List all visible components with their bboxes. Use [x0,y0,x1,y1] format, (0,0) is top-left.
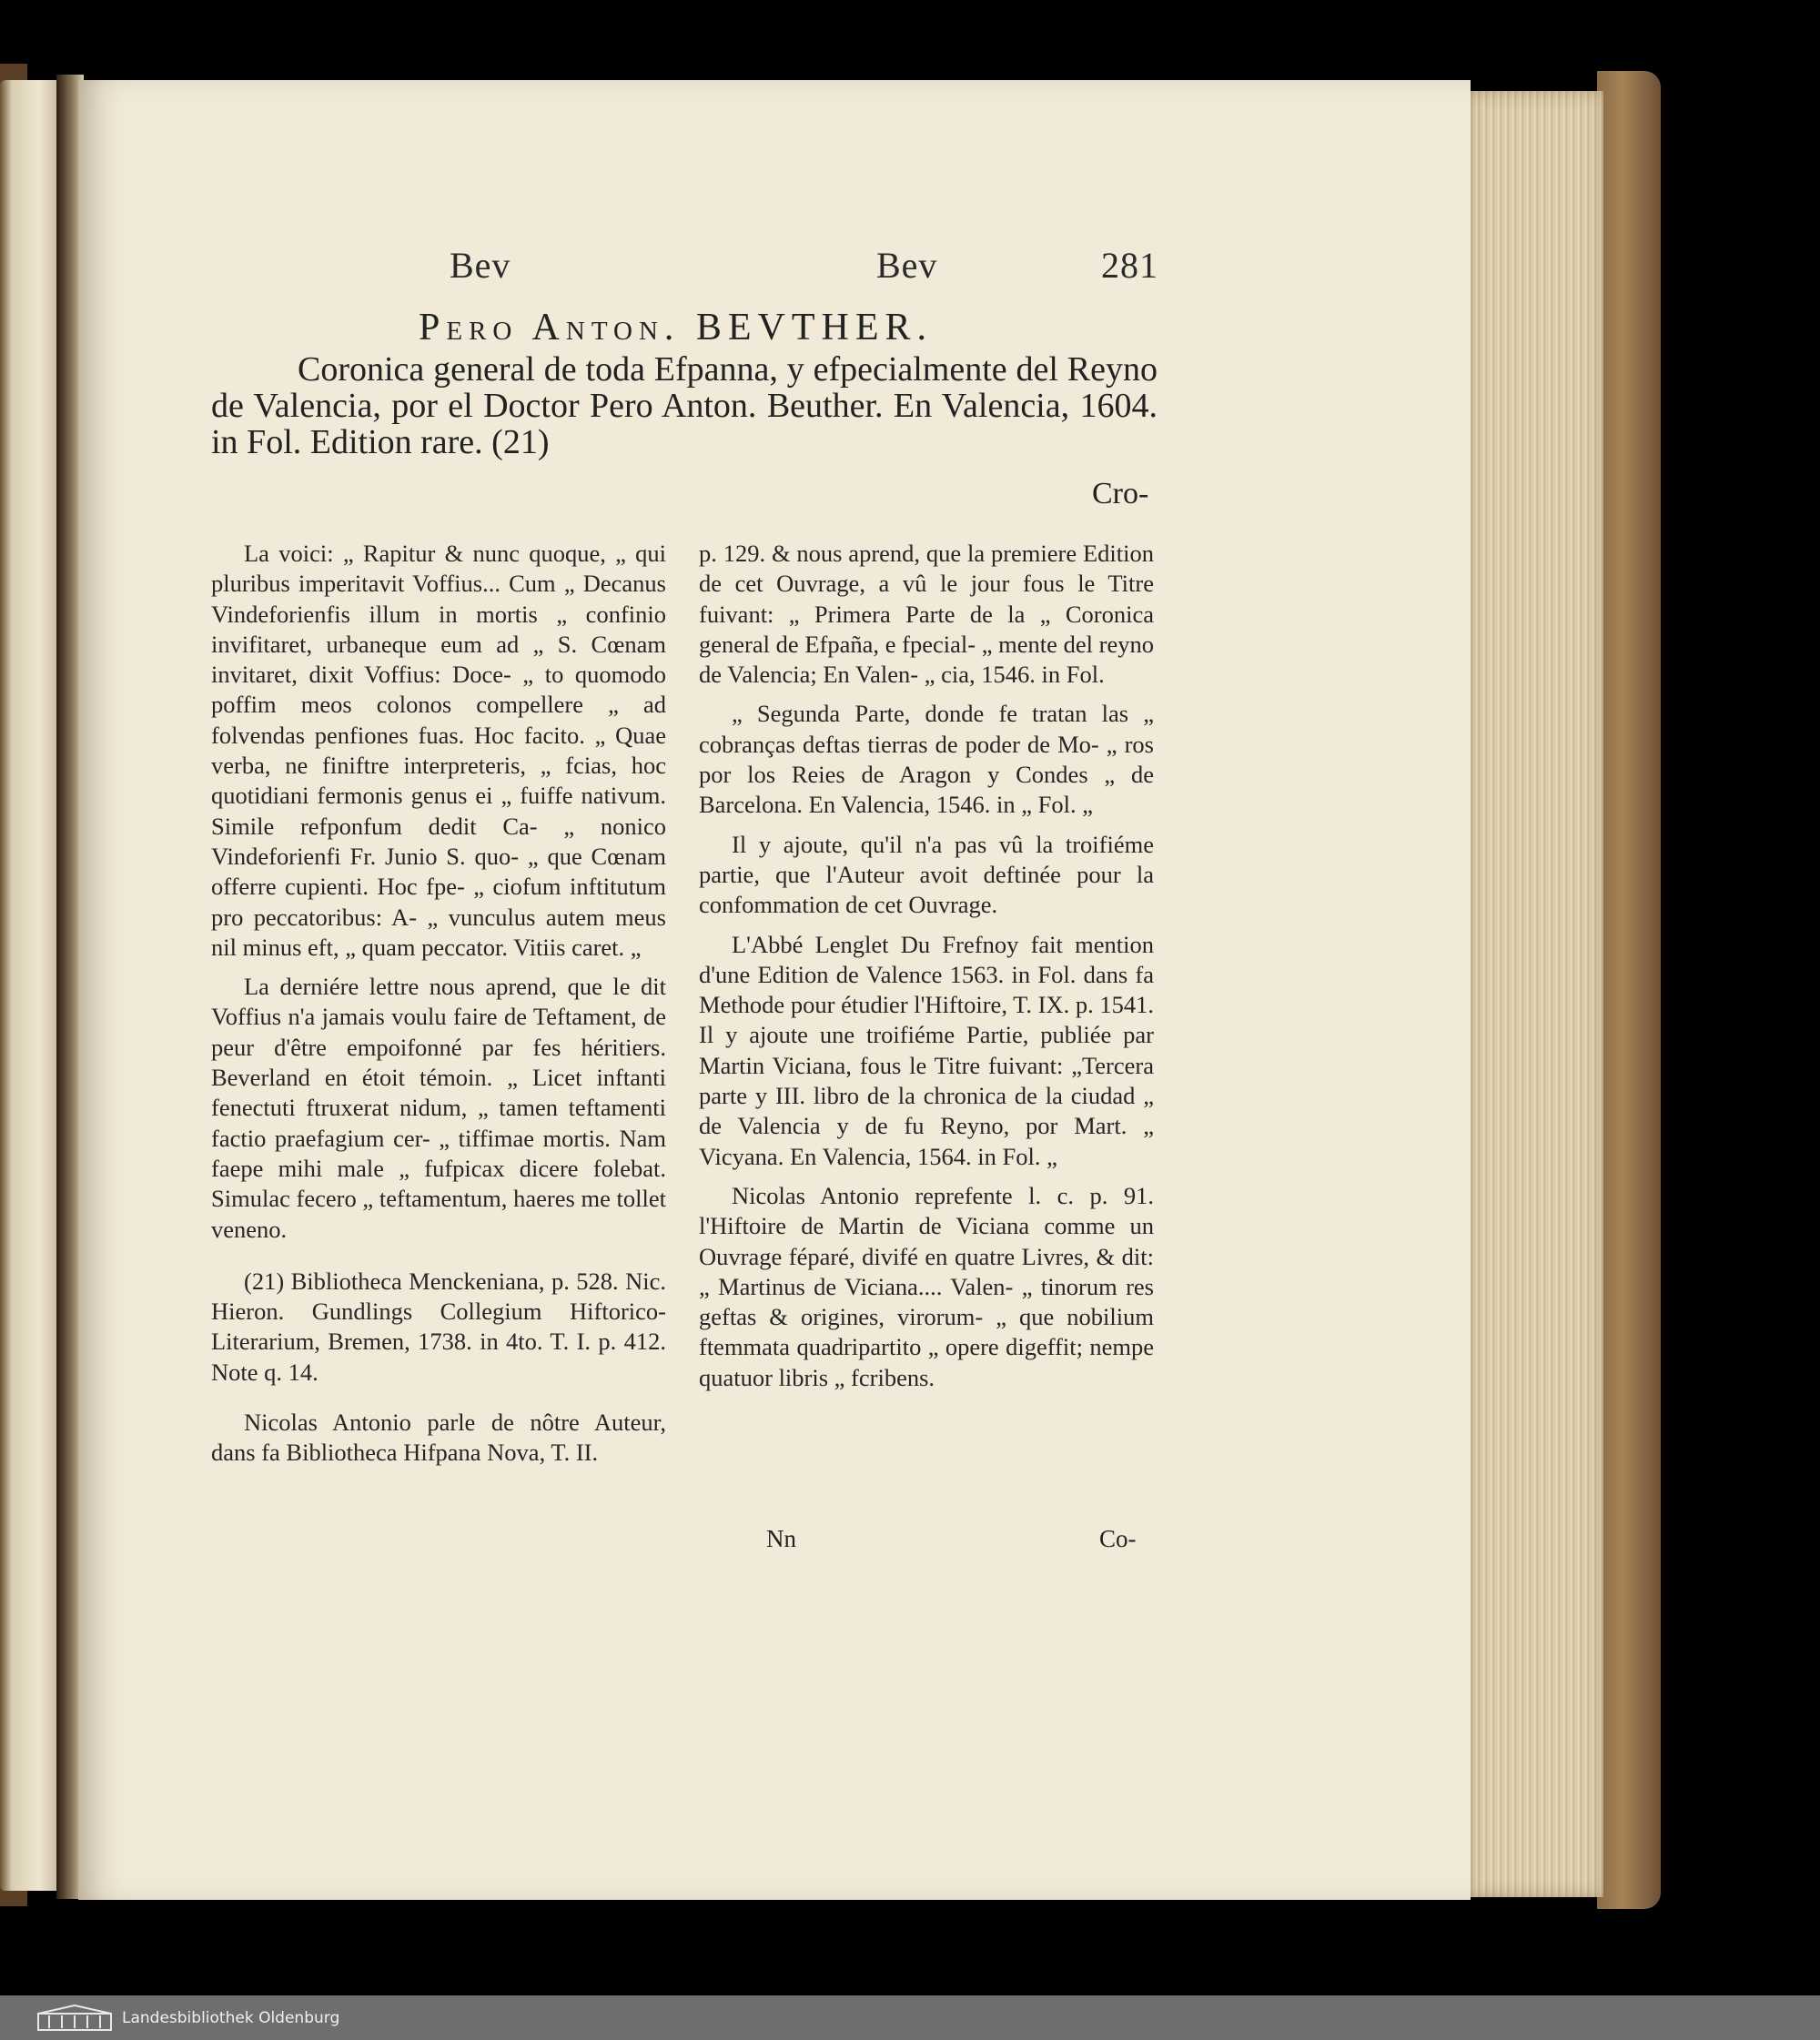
paragraph: La voici: „ Rapitur & nunc quoque, „ qui pluribus imperitavit Voffius... Cum „ Decanus Vindeforienfis illum in mortis „ confinio invifitaret, urbaneque eum ad „ S. Cœnam invitaret, dixit Voffius: Doce- „ to quomodo poffim meos colonos compellere „ ad folvendas penfiones fuas. Hoc facito. „ Quae verba, ne finiftre interpreteris, „ fcias, hoc quotidiani fermonis genus ei „ fuiffe nativum. Simile refponfum dedit Ca- „ nonico Vindeforienfi Fr. Junio S. quo- „ que Cœnam offerre cupienti. Hoc fpe- „ ciofum inftitutum pro peccatoribus: A- „ vunculus autem meus nil minus eft, „ quam peccator. Vitiis caret. „ [211,540,666,961]
right-column [699,539,1154,1402]
page-number: 281 [1101,245,1158,286]
paragraph: La derniére lettre nous aprend, que le dit Voffius n'a jamais voulu faire de Teftament, de peur d'être empoifonné par fes héritiers. Beverland en étoit témoin. „ Licet inftanti fenectuti ftruxerat nidum, „ tamen teftamenti factio praefagium cer- „ tiffimae mortis. Nam faepe mihi male „ fufpicax dicere folebat. Simulac fecero „ teftamentum, haeres me tollet veneno. [211,973,666,1243]
page-fore-edge [1467,91,1603,1897]
entry-title: Pero Anton. BEVTHER. [419,307,934,348]
paragraph: „ Segunda Parte, donde fe tratan las „ cobranças deftas tierras de poder de Mo- „ ros por los Reies de Aragon y Condes „ de Barcelona. En Valencia, 1546. in „ Fol. „ [699,700,1154,819]
footnote: (21) Bibliotheca Menckeniana, p. 528. Nic. Hieron. Gundlings Collegium Hiftorico-Literarium, Bremen, 1738. in 4to. T. I. p. 412. Note q. 14. [211,1267,666,1386]
left-column [211,539,666,1478]
running-head-left: Bev [450,245,511,286]
entry-text: Coronica general de toda Efpanna, y efpecialmente del Reyno de Valencia, por el Doctor Pero Anton. Beuther. En Valencia, 1604. in Fol. Edition rare. (21) [211,350,1158,461]
catchword-top: Cro- [1092,477,1149,510]
running-head-center: Bev [876,245,938,286]
signature-mark: Nn [766,1525,796,1552]
paragraph: Nicolas Antonio parle de nôtre Auteur, dans fa Bibliotheca Hifpana Nova, T. II. [211,1409,666,1467]
paragraph: p. 129. & nous aprend, que la premiere Edition de cet Ouvrage, a vû le jour fous le Titre fuivant: „ Primera Parte de la „ Coronica general de Efpaña, e fpecial- „ mente del reyno de Valencia; En Valen- „ cia, 1546. in Fol. [699,540,1154,689]
paragraph: Nicolas Antonio reprefente l. c. p. 91. l'Hiftoire de Martin de Viciana comme un Ouvrage féparé, divifé en quatre Livres, & dit: „ Martinus de Viciana.... Valen- „ tinorum res geftas & origines, virorum- „ que nobilium ftemmata quadripartito „ opere digeffit; nempe quatuor libris „ fcribens. [699,1181,1154,1391]
catchword-bottom: Co- [1099,1525,1137,1552]
library-building-icon [36,2005,113,2032]
back-cover [1597,71,1661,1909]
paragraph: Il y ajoute, qu'il n'a pas vû la troifiéme partie, que l'Auteur avoit deftinée pour la confommation de cet Ouvrage. [699,830,1154,919]
library-name[interactable]: Landesbibliothek Oldenburg [122,2009,340,2027]
paragraph: L'Abbé Lenglet Du Frefnoy fait mention d'une Edition de Valence 1563. in Fol. dans fa Methode pour étudier l'Hiftoire, T. IX. p. 1541. Il y ajoute une troifiéme Partie, publiée par Martin Viciana, fous le Titre fuivant: „Tercera parte y III. libro de la chronica de la ciudad „ de Valencia y de fu Reyno, por Mart. „ Vicyana. En Valencia, 1564. in Fol. „ [699,930,1154,1170]
